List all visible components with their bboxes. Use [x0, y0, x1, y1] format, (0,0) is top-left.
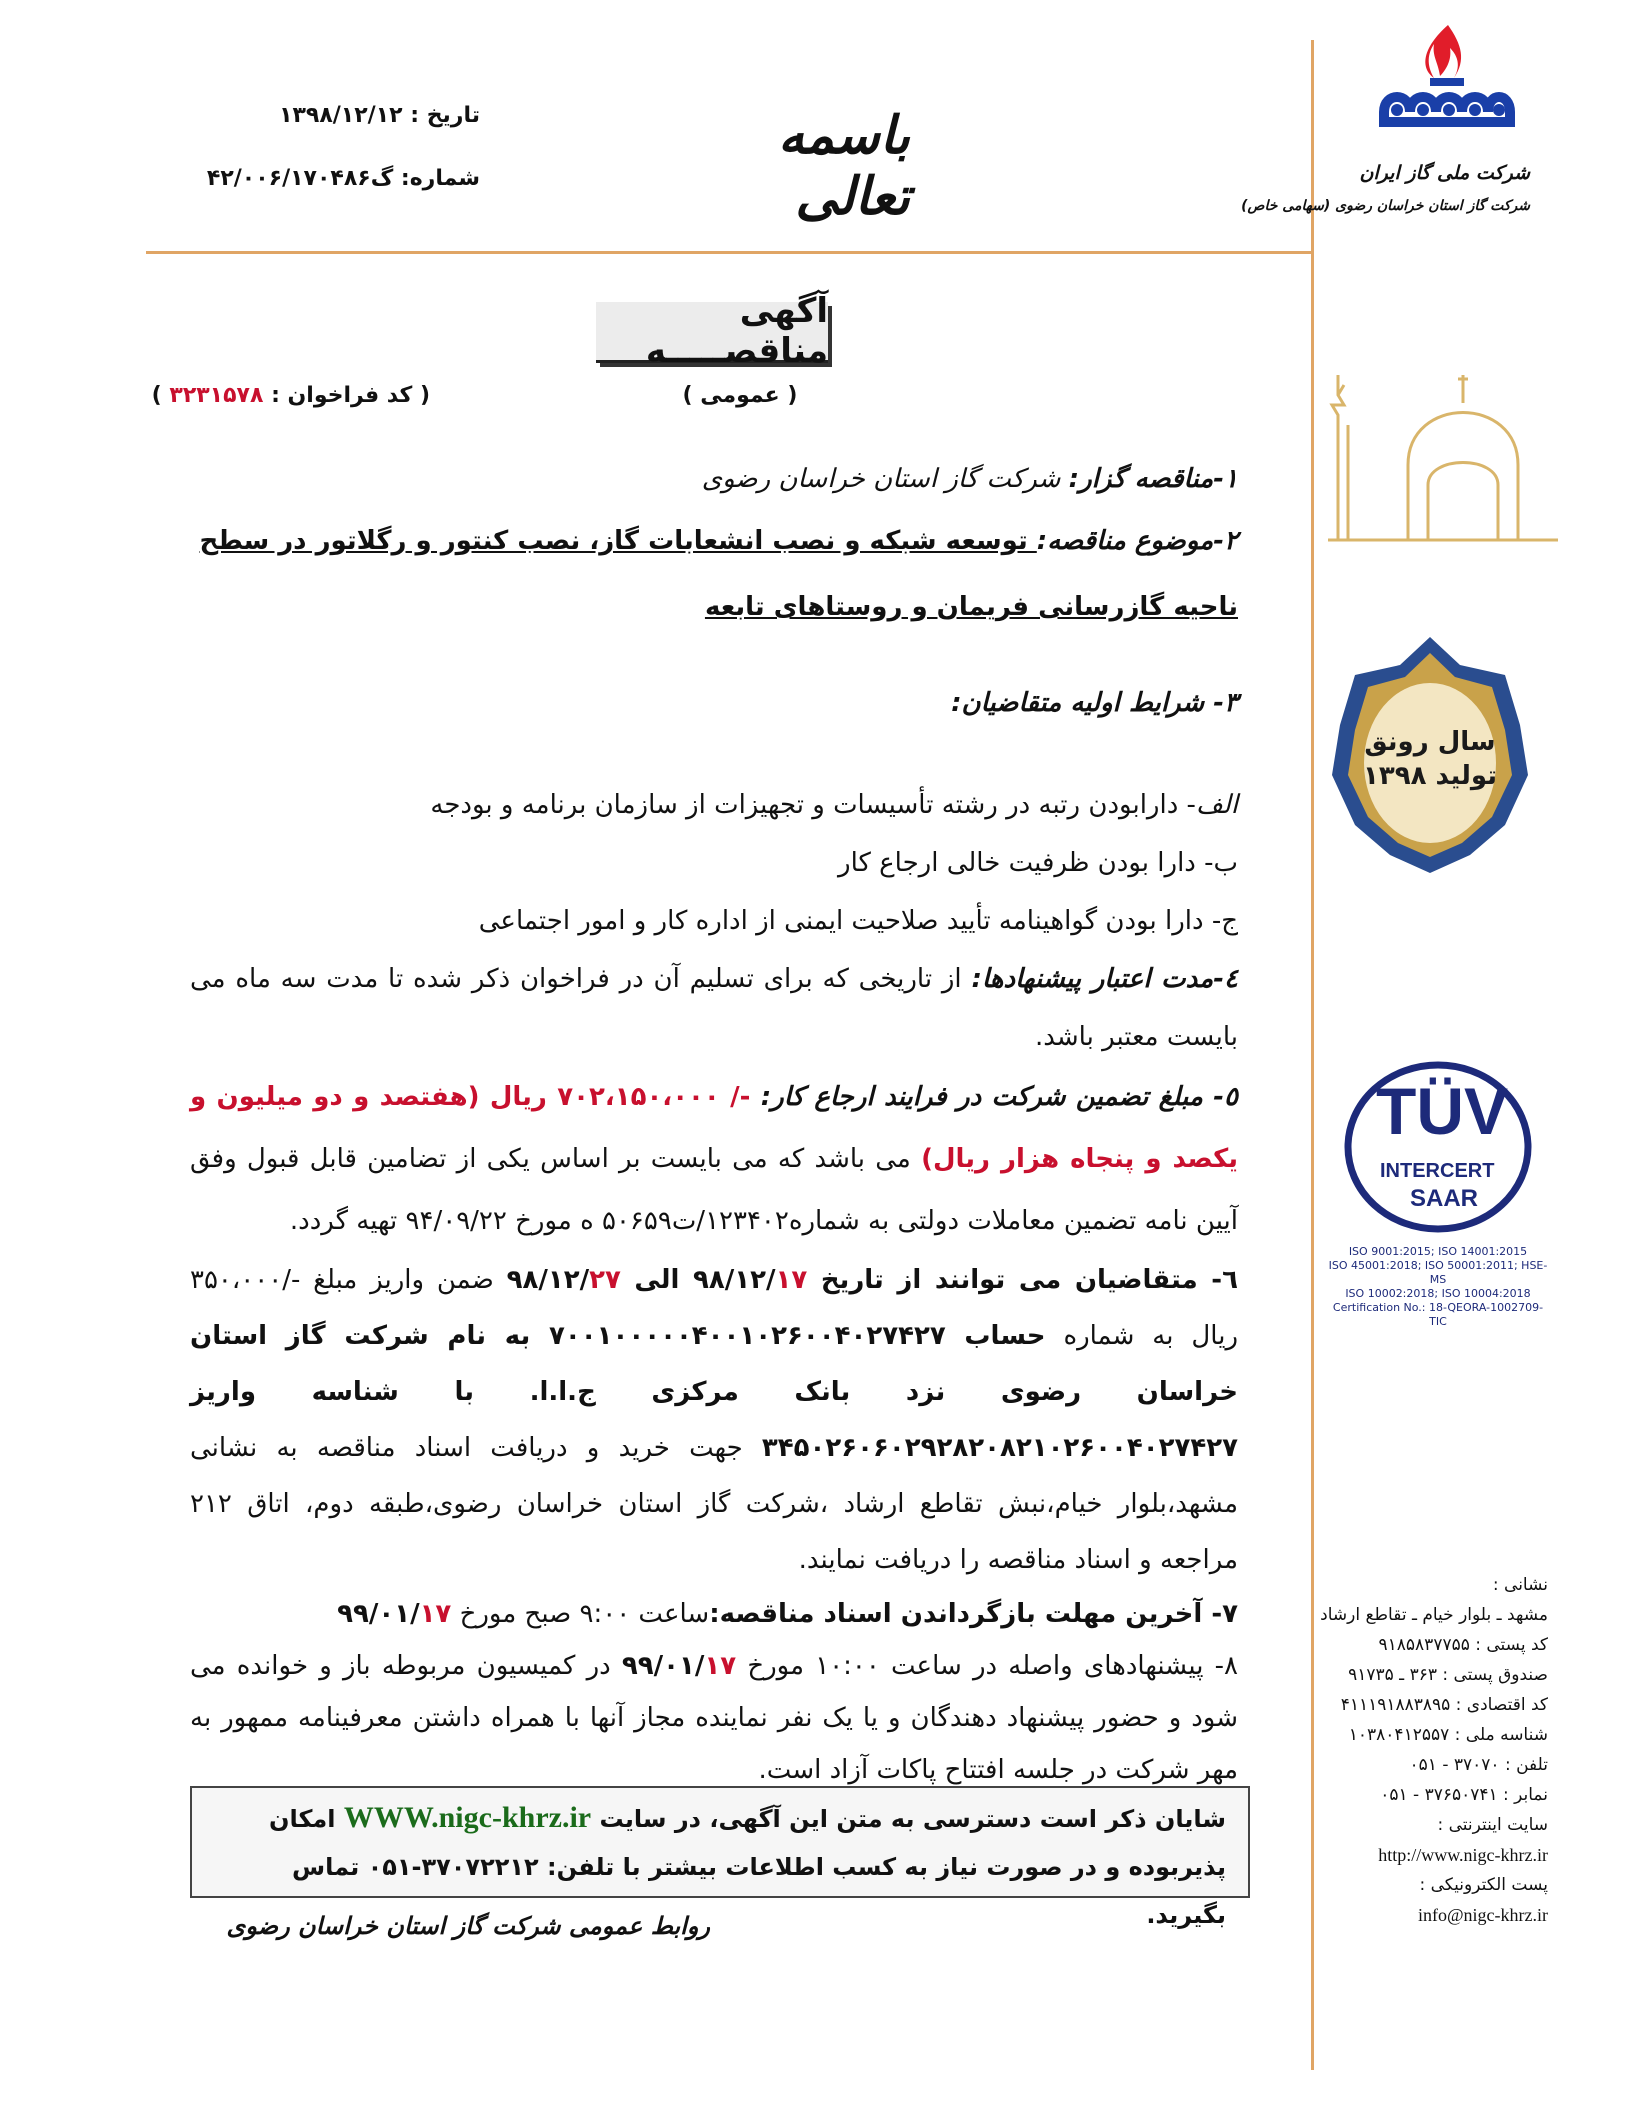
item-6	[190, 1252, 1238, 1588]
item-6-b: ضمن واریز مبلغ -/۳۵۰،۰۰۰ ریال به شماره	[190, 1265, 1239, 1351]
item-8-date-day: ۱۷	[704, 1651, 737, 1681]
shrine-drawing	[1318, 355, 1568, 545]
tuv-line2: ISO 45001:2018; ISO 50001:2011; HSE-MS	[1328, 1259, 1548, 1286]
item-5-text: می باشد که می بایست بر اساس یکی از تضامین قابل قبول وفق آیین نامه تضمین معاملات دولتی به شماره۱۲۳۴۰۲/ت۵۰۶۵۹ ه مورخ ۹۴/۰۹/۲۲ تهیه گردد.	[190, 1144, 1238, 1236]
item-8	[190, 1640, 1238, 1796]
item-6-a: ٦- متقاضیان می توانند از تاریخ	[807, 1265, 1238, 1295]
call-code-value: ۳۲۳۱۵۷۸	[169, 383, 264, 408]
item-7	[190, 1588, 1238, 1640]
item-7-label: ۷- آخرین مهلت بازگرداندن اسناد مناقصه:	[709, 1599, 1238, 1629]
contact-national-id: شناسه ملی : ۱۰۳۸۰۴۱۲۵۵۷	[1348, 1725, 1548, 1745]
tuv-line3: ISO 10002:2018; ISO 10004:2018	[1345, 1287, 1531, 1300]
item-6-date1-prefix: ۹۸/۱۲/	[693, 1265, 776, 1295]
contact-po-box: صندوق پستی : ۳۶۳ ـ ۹۱۷۳۵	[1348, 1665, 1548, 1685]
item-4-label: ٤-مدت اعتبار پیشنهادها:	[971, 964, 1238, 994]
item-6-account: حساب ۷۰۰۱۰۰۰۰۰۴۰۰۱۰۲۶۰۰۴۰۲۷۴۲۷ به نام شرکت گاز استان خراسان رضوی نزد بانک مرکزی ج.ا.ا. با شناسه واریز ۳۴۵۰۲۶۰۶۰۲۹۲۸۲۰۸۲۱۰۲۶۰۰۴۰۲۷۴۲۷	[190, 1321, 1238, 1463]
logo-company-line2: شرکت گاز استان خراسان رضوی (سهامی خاص)	[1241, 198, 1530, 214]
item-3-b: ب- دارا بودن ظرفیت خالی ارجاع کار	[838, 848, 1238, 878]
item-5	[190, 1066, 1238, 1252]
item-4	[190, 950, 1238, 1066]
contact-postal-code: کد پستی : ۹۱۸۵۸۳۷۷۵۵	[1378, 1635, 1548, 1655]
item-6-date2-day: ۲۷	[589, 1265, 621, 1295]
item-3-a	[190, 776, 1238, 834]
item-3-a-label: الف	[1195, 790, 1238, 820]
date-line	[200, 103, 480, 128]
notice-title: آگهی مناقصـــــه	[596, 302, 828, 363]
item-1-text: شرکت گاز استان خراسان رضوی	[701, 464, 1069, 494]
date-label: تاریخ :	[410, 103, 480, 128]
item-1-label: ۱-مناقصه گزار:	[1068, 464, 1238, 494]
shrine-icon	[1318, 355, 1568, 545]
note-website-link[interactable]: WWW.nigc-khrz.ir	[343, 1801, 592, 1834]
call-code-close: )	[151, 383, 162, 408]
item-1	[190, 450, 1238, 508]
contact-phone: تلفن : ۳۷۰۷۰ - ۰۵۱	[1409, 1755, 1548, 1775]
item-6-mid: الی	[620, 1265, 693, 1295]
item-8-date-prefix: ۹۹/۰۱/	[621, 1651, 705, 1681]
side-divider	[1311, 40, 1314, 2070]
item-2-text-a: توسعه شبکه و نصب انشعابات گاز، نصب کنتور و رگلاتور در سطح	[199, 526, 1037, 556]
footer-signature: روابط عمومی شرکت گاز استان خراسان رضوی	[226, 1912, 710, 1940]
item-5-label: ٥- مبلغ تضمین شرکت در فرایند ارجاع کار:	[760, 1082, 1239, 1112]
tuv-cert-lines	[1328, 1245, 1548, 1329]
contact-website-link[interactable]: http://www.nigc-khrz.ir	[1378, 1845, 1548, 1865]
item-7-text: ساعت ۹:۰۰ صبح مورخ	[451, 1599, 710, 1629]
contact-website-label: سایت اینترنتی :	[1437, 1815, 1548, 1835]
item-3-c: ج- دارا بودن گواهینامه تأیید صلاحیت ایمنی از اداره کار و امور اجتماعی	[478, 906, 1238, 936]
header-divider	[146, 251, 1312, 254]
note-text-a: شایان ذکر است دسترسی به متن این آگهی، در سایت	[591, 1805, 1226, 1833]
item-7-date-day: ۱۷	[419, 1599, 452, 1629]
item-6-date1-day: ۱۷	[775, 1265, 808, 1295]
item-2	[190, 508, 1238, 574]
logo-company-line1: شرکت ملی گاز ایران	[1359, 162, 1530, 184]
item-2-cont	[190, 574, 1238, 640]
note-text-b: امکان پذیربوده و در صورت نیاز به کسب اطلاعات بیشتر با تلفن: ۳۷۰۷۲۲۱۲-۰۵۱ تماس بگیرید.	[268, 1805, 1226, 1929]
item-6-d: جهت خرید و دریافت اسناد مناقصه به نشانی مشهد،بلوار خیام،نبش تقاطع ارشاد ،شرکت گاز استان خراسان رضوی،طبقه دوم، اتاق ۲۱۲ مراجعه و اسناد مناقصه را دریافت نمایند.	[190, 1433, 1238, 1575]
notice-body	[190, 450, 1238, 1796]
tuv-line1: ISO 9001:2015; ISO 14001:2015	[1348, 1245, 1528, 1258]
contact-address: مشهد ـ بلوار خیام ـ تقاطع ارشاد	[1320, 1605, 1548, 1625]
flame-logo-icon	[1370, 20, 1520, 155]
contact-fax: نمابر : ۳۷۶۵۰۷۴۱ - ۰۵۱	[1380, 1785, 1548, 1805]
item-3-label: ۳- شرایط اولیه متقاضیان:	[951, 688, 1238, 718]
number-value: گ۴۲/۰۰۶/۱۷۰۴۸۶	[206, 166, 394, 191]
notice-type: ( عمومی )	[682, 383, 798, 408]
number-label: شماره:	[400, 166, 480, 191]
item-3-a-text: - دارابودن رتبه در رشته تأسیسات و تجهیزات از سازمان برنامه و بودجه	[430, 790, 1196, 820]
tuv-line4: Certification No.: 18-QEORA-1002709-TIC	[1332, 1301, 1544, 1328]
nigc-logo	[1370, 20, 1520, 155]
item-3	[190, 674, 1238, 732]
contact-email-label: پست الکترونیکی :	[1419, 1875, 1548, 1895]
number-line	[180, 166, 480, 191]
date-value: ۱۳۹۸/۱۲/۱۲	[279, 103, 403, 128]
tuv-sub2: SAAR	[1410, 1185, 1479, 1212]
contact-economic-code: کد اقتصادی : ۴۱۱۱۹۱۸۸۳۸۹۵	[1340, 1695, 1548, 1715]
item-4-text: از تاریخی که برای تسلیم آن در فراخوان ذکر شده تا مدت سه ماه می بایست معتبر باشد.	[190, 964, 1238, 1052]
call-code	[151, 383, 430, 408]
item-5-amount: -/ ۷۰۲،۱۵۰،۰۰۰ ریال (هفتصد و دو میلیون و یکصد و پنجاه هزار ریال)	[190, 1082, 1238, 1174]
item-7-date-prefix: ۹۹/۰۱/	[337, 1599, 420, 1629]
call-code-label: ( کد فراخوان :	[271, 383, 430, 408]
item-8-b: در کمیسیون مربوطه باز و خوانده می شود و حضور پیشنهاد دهندگان و یا یک نفر نماینده مجاز آنها با همراه داشتن معرفینامه ممهور به مهر شرکت در جلسه افتتاح پاکات آزاد است.	[190, 1651, 1238, 1785]
contact-block	[1318, 1570, 1548, 1930]
item-6-date2-prefix: ۹۸/۱۲/	[506, 1265, 590, 1295]
item-2-label: ۲-موضوع مناقصه:	[1036, 526, 1238, 556]
item-8-a: ۸- پیشنهادهای واصله در ساعت ۱۰:۰۰ مورخ	[736, 1651, 1238, 1681]
contact-address-label: نشانی :	[1492, 1575, 1548, 1595]
tuv-badge	[1328, 1055, 1548, 1328]
contact-email-link[interactable]: info@nigc-khrz.ir	[1417, 1905, 1548, 1925]
basmeh: باسمه تعالی	[778, 105, 910, 227]
tuv-word: TÜV	[1376, 1074, 1508, 1148]
tuv-sub1: INTERCERT	[1380, 1160, 1495, 1182]
seal-text: سال رونق تولید ۱۳۹۸	[1363, 727, 1497, 791]
item-2-text-b: ناحیه گازرسانی فریمان و روستاهای تابعه	[704, 592, 1238, 622]
